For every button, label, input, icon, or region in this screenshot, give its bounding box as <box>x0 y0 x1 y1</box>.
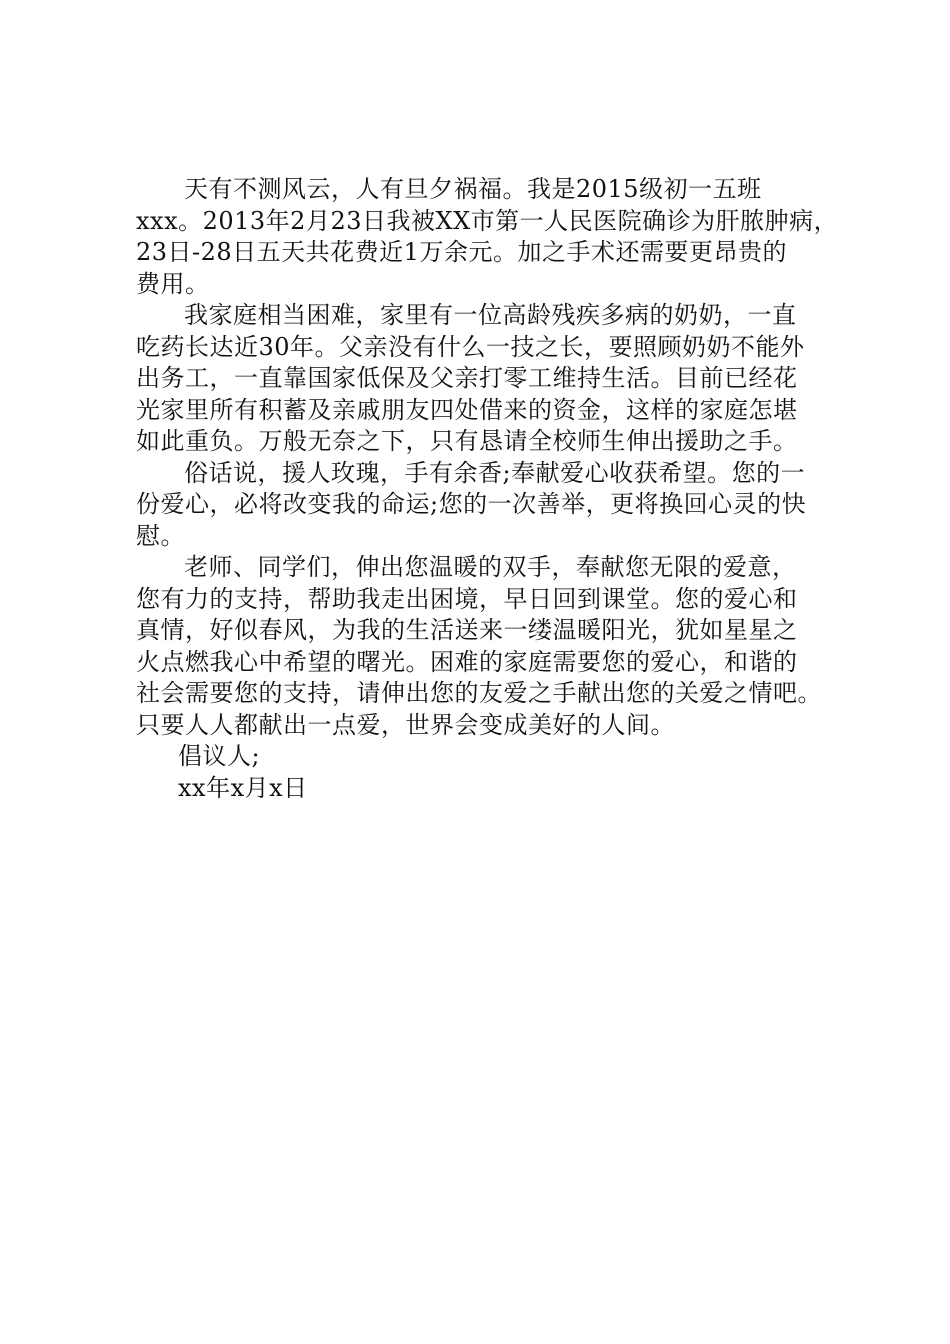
signature-date: xx年x月x日 <box>178 773 308 802</box>
text-line: 如此重负。万般无奈之下，只有恳请全校师生伸出援助之手。 <box>136 427 798 455</box>
text-line: 光家里所有积蓄及亲戚朋友四处借来的资金，这样的家庭怎堪 <box>136 395 798 424</box>
text-line: 23日-28日五天共花费近1万余元。加之手术还需要更昂贵的 <box>136 238 787 266</box>
text-line: 真情，好似春风，为我的生活送来一缕温暖阳光，犹如星星之 <box>136 616 798 644</box>
text-line: 老师、同学们，伸出您温暖的双手，奉献您无限的爱意， <box>184 553 797 581</box>
signature-initiator: 倡议人; <box>178 742 261 770</box>
paragraph-2 <box>136 300 848 458</box>
text-line: 我家庭相当困难，家里有一位高龄残疾多病的奶奶，一直 <box>184 301 797 329</box>
text-line: 社会需要您的支持，请伸出您的友爱之手献出您的关爱之情吧。 <box>136 679 822 707</box>
text-line: 出务工，一直靠国家低保及父亲打零工维持生活。目前已经花 <box>136 364 798 392</box>
document-body <box>136 174 848 804</box>
text-line: 天有不测风云，人有旦夕祸福。我是2015级初一五班 <box>184 175 762 203</box>
text-line: 您有力的支持，帮助我走出困境，早日回到课堂。您的爱心和 <box>136 584 798 613</box>
text-line: xxx。2013年2月23日我被XX市第一人民医院确诊为肝脓肿病， <box>136 206 839 235</box>
paragraph-4 <box>136 552 848 741</box>
text-line: 吃药长达近30年。父亲没有什么一技之长，要照顾奶奶不能外 <box>136 332 805 361</box>
paragraph-3 <box>136 458 848 553</box>
text-line: 份爱心，必将改变我的命运;您的一次善举，更将换回心灵的快 <box>136 490 807 518</box>
paragraph-1 <box>136 174 848 300</box>
text-line: 费用。 <box>136 269 210 298</box>
text-line: 慰。 <box>136 521 185 550</box>
text-line: 只要人人都献出一点爱，世界会变成美好的人间。 <box>136 710 675 739</box>
text-line: 火点燃我心中希望的曙光。困难的家庭需要您的爱心，和谐的 <box>136 647 798 676</box>
text-line: 俗话说，援人玫瑰，手有余香;奉献爱心收获希望。您的一 <box>184 458 806 487</box>
